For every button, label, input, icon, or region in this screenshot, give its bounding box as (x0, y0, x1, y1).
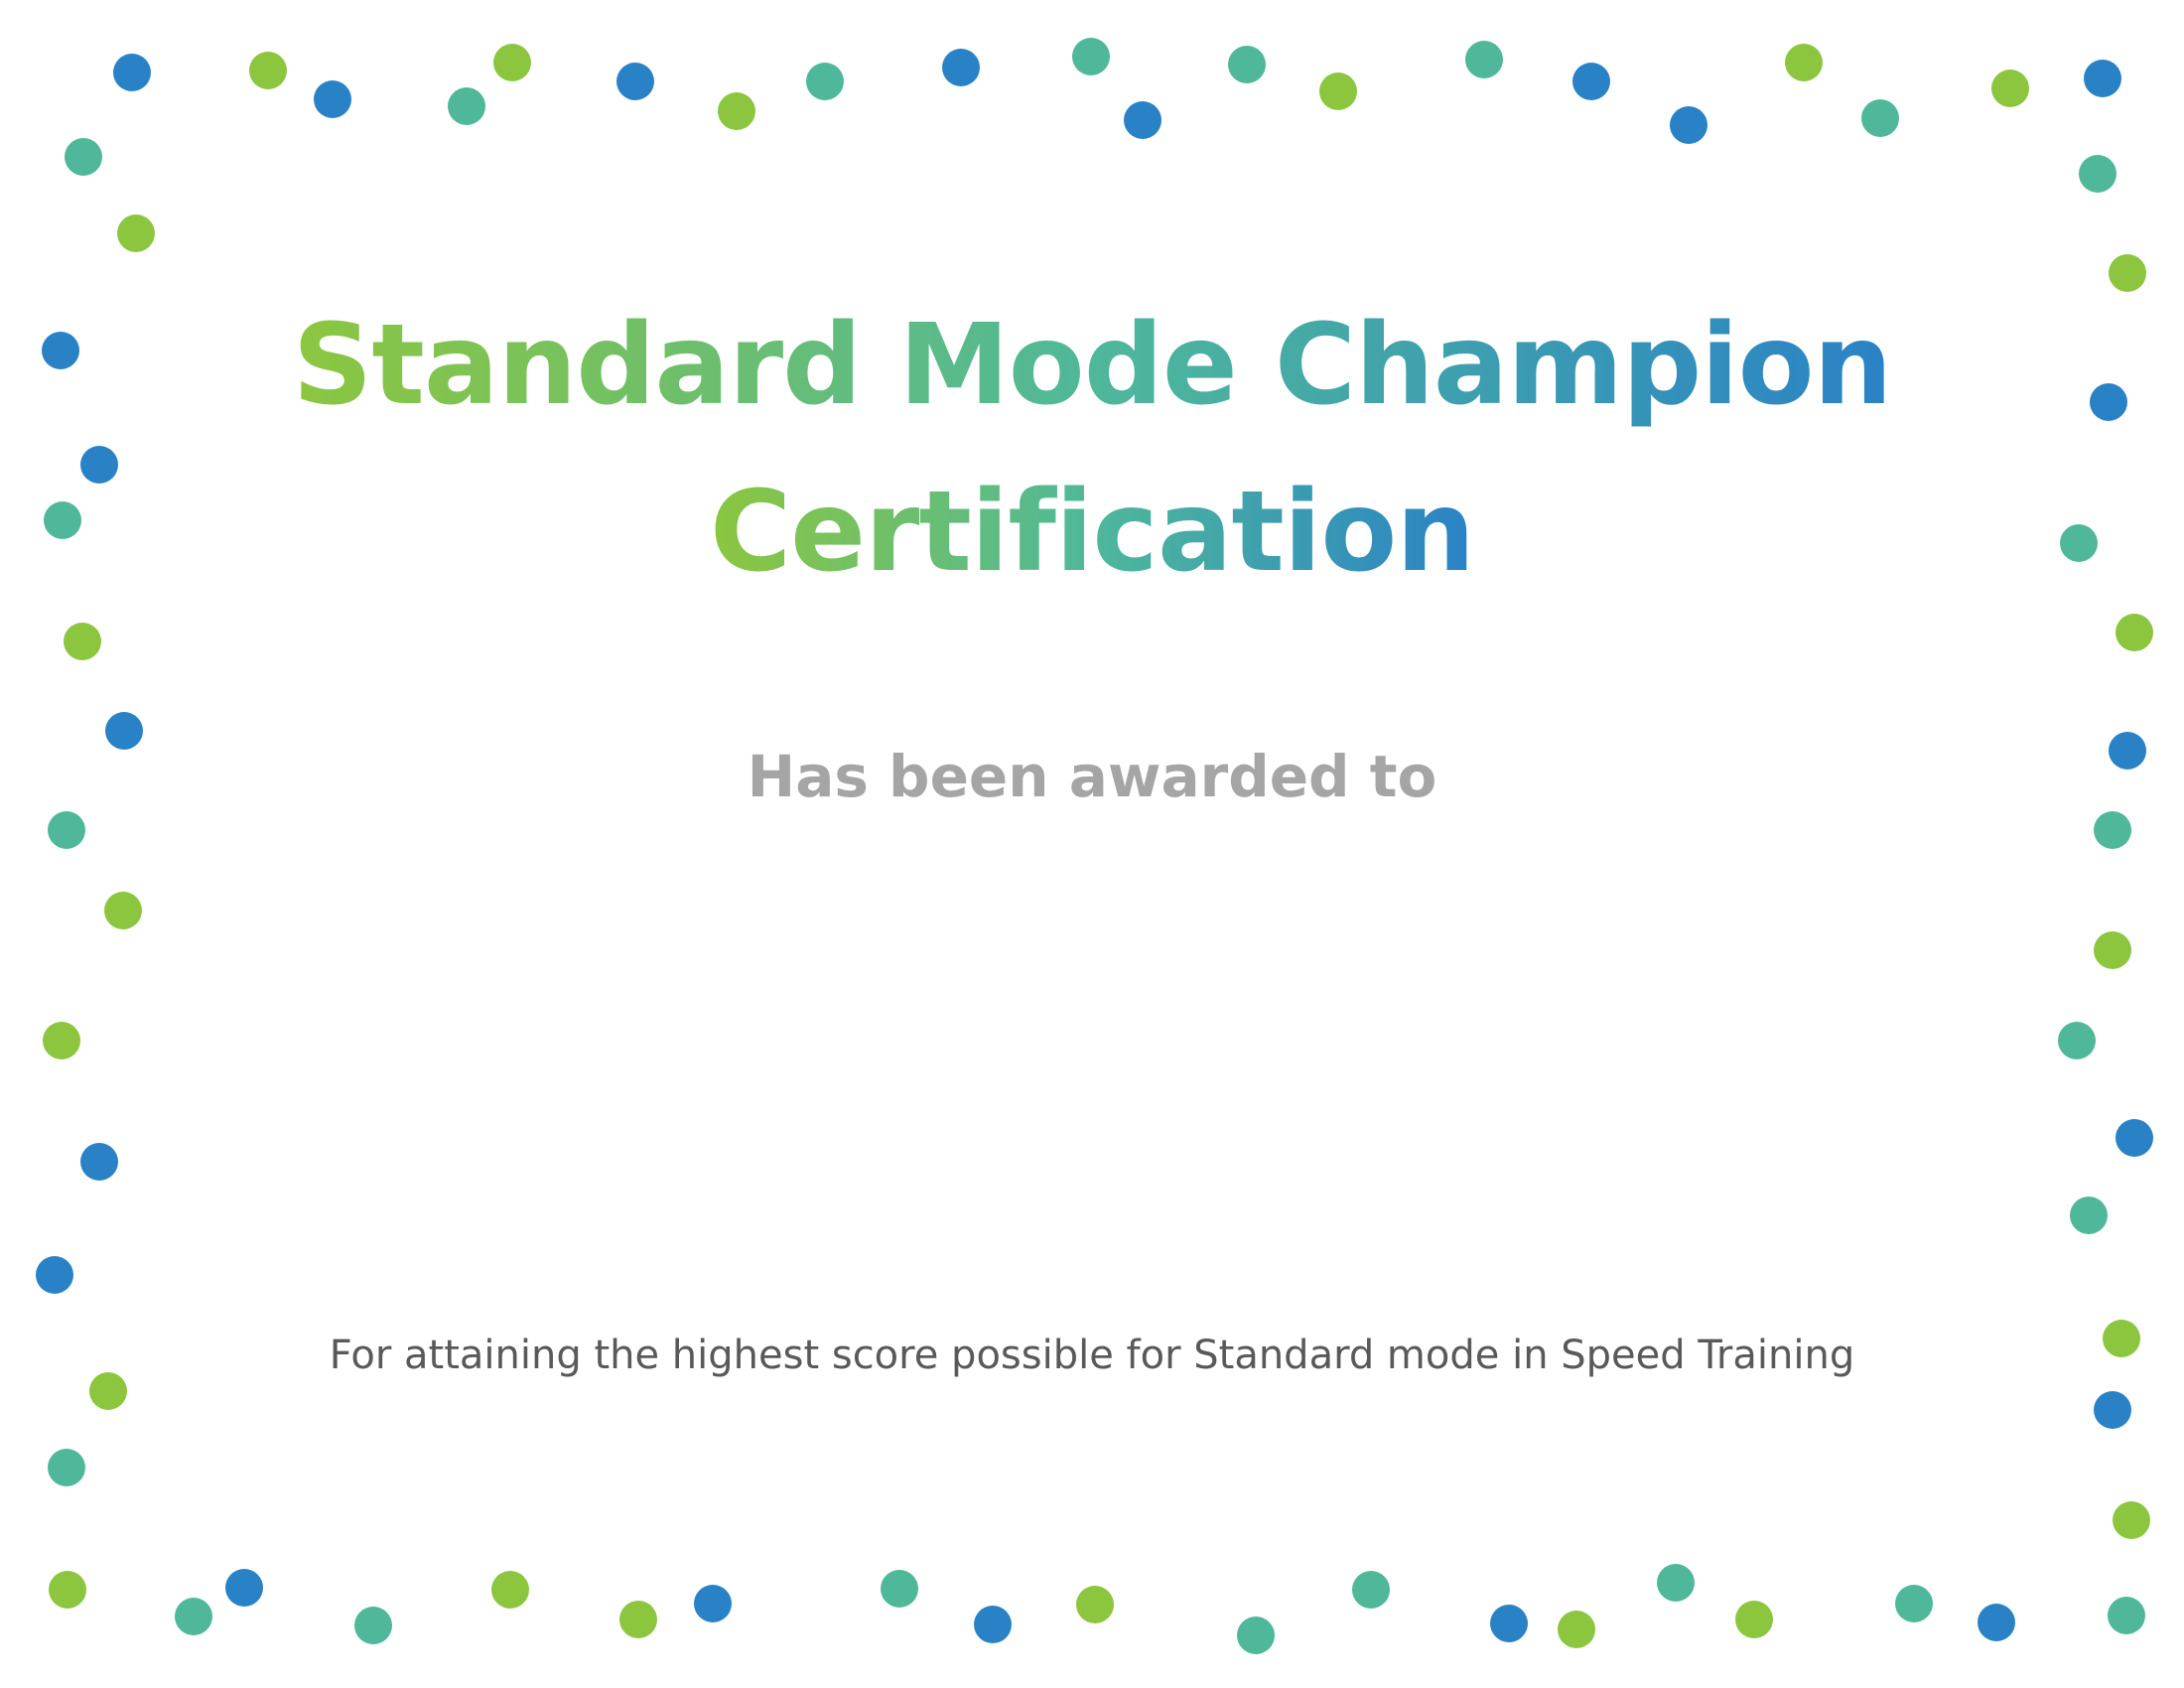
border-dot (616, 63, 654, 100)
border-dot (104, 892, 142, 929)
border-dot (64, 623, 101, 660)
border-dot (806, 63, 844, 100)
border-dot (1572, 63, 1610, 100)
border-dot (354, 1607, 392, 1644)
border-dot (1072, 38, 1110, 75)
border-dot (65, 138, 102, 176)
border-dot (1657, 1564, 1695, 1602)
border-dot (36, 1256, 73, 1294)
border-dot (2084, 60, 2121, 97)
border-dot (2070, 1196, 2108, 1234)
border-dot (491, 1571, 529, 1609)
border-dot (48, 1449, 85, 1486)
border-dot (1319, 72, 1357, 110)
border-dot (2116, 1119, 2153, 1157)
border-dot (2116, 614, 2153, 651)
border-dot (2108, 1597, 2145, 1634)
border-dot (1895, 1585, 1933, 1622)
border-dot (1861, 99, 1899, 137)
title-line-2-text: Certification (709, 468, 1474, 597)
border-dot (113, 54, 151, 91)
border-dot (1735, 1601, 1773, 1638)
border-dot (1465, 41, 1503, 78)
border-dot (1978, 1604, 2015, 1641)
border-dot (48, 811, 85, 849)
border-dot (1076, 1586, 1114, 1623)
border-dot (694, 1585, 732, 1622)
certificate-title-line-1 (0, 301, 2184, 430)
border-dot (43, 1022, 80, 1059)
border-dot (314, 80, 351, 118)
border-dot (1991, 70, 2029, 107)
border-dot (1124, 101, 1161, 139)
awarded-to-label: Has been awarded to (747, 743, 1437, 810)
certificate-title-line-2 (0, 468, 2184, 597)
border-dot (2058, 1022, 2096, 1059)
border-dot (974, 1606, 1012, 1643)
border-dot (49, 1571, 86, 1609)
border-dot (619, 1601, 657, 1638)
border-dot (2109, 254, 2146, 292)
border-dot (448, 87, 485, 125)
certificate-description: For attaining the highest score possible for Standard mode in Speed Training (329, 1333, 1855, 1378)
border-dot (2094, 811, 2131, 849)
border-dot (718, 92, 755, 130)
border-dot (2094, 1391, 2131, 1429)
border-dot (493, 44, 531, 81)
border-dot (942, 49, 980, 86)
border-dot (80, 1143, 118, 1181)
border-dot (175, 1598, 212, 1635)
border-dot (249, 52, 287, 89)
border-dot (225, 1569, 263, 1607)
border-dot (1237, 1617, 1275, 1654)
border-dot (1228, 46, 1266, 83)
border-dot (881, 1570, 918, 1608)
border-dot (1490, 1605, 1528, 1642)
border-dot (1558, 1611, 1595, 1648)
border-dot (1785, 44, 1823, 81)
border-dot (117, 214, 155, 252)
title-line-1-text: Standard Mode Champion (292, 301, 1892, 430)
border-dot (2094, 931, 2131, 969)
border-dot (1670, 106, 1707, 144)
border-dot (2079, 155, 2116, 193)
border-dot (2113, 1501, 2150, 1539)
border-dot (1352, 1571, 1390, 1609)
